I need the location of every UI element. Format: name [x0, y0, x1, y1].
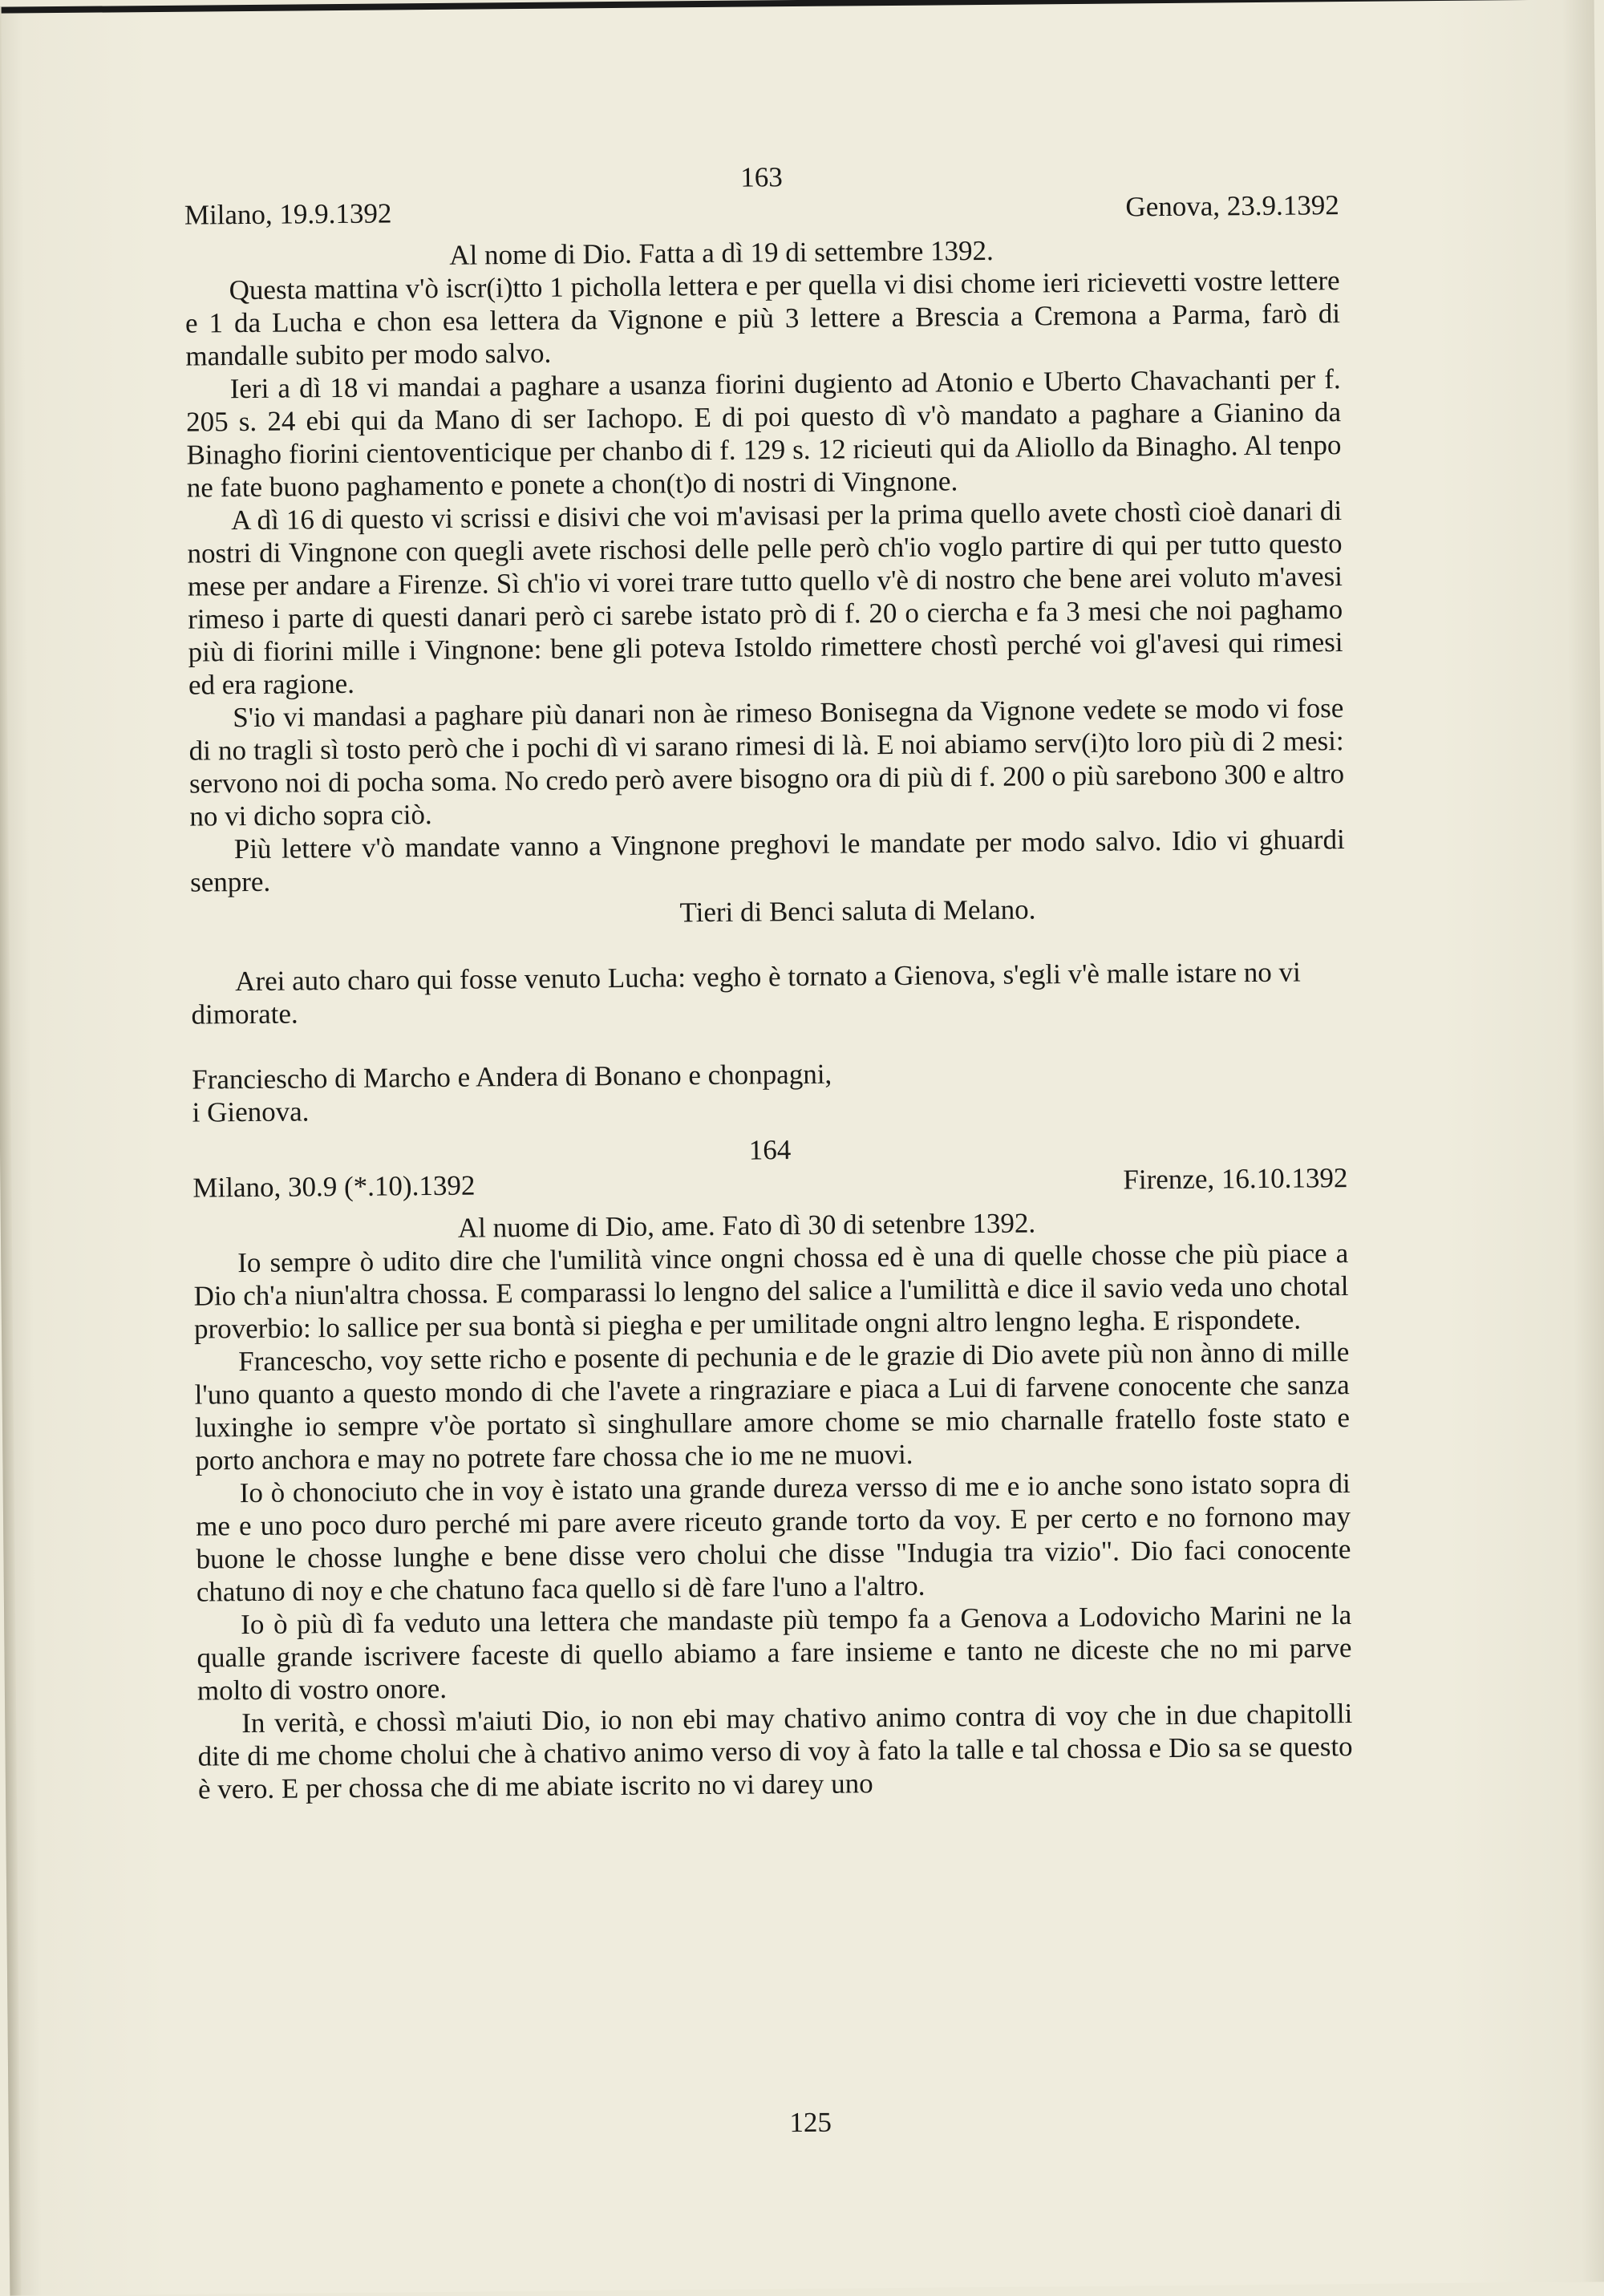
letter-address: [192, 1053, 1347, 1129]
scan-top-edge: [0, 0, 1594, 14]
letter-number: 164: [748, 1134, 792, 1166]
page-number: 125: [789, 2106, 832, 2139]
paragraph: Questa mattina v'ò iscr(i)tto 1 picholla lettera e per quella vi disi chome ieri ricievetti vostre lettere e 1 da Lucha e chon esa lettera da Vignone e più 3 lettere a Brescia a Cremona a Parma, farò di mandalle subito per modo salvo.: [184, 265, 1341, 372]
paragraph: S'io vi mandasi a paghare più danari non àe rimeso Bonisegna da Vignone vedete se modo vi fose di no tragli sì tosto però che i pochi dì vi sarano rimesi di là. E noi abiamo serv(i)to loro più di 2 mesi: servono noi di pocha soma. No credo però avere bisogno ora di più di f. 200 o più sarebono 300 e altro no vi dicho sopra ciò.: [188, 692, 1345, 832]
letter-origin: Milano, 19.9.1392: [184, 197, 392, 231]
paragraph: Francescho, voy sette richo e posente di pechunia e de le grazie di Dio avete più non ànno di mille l'uno quanto a questo mondo di che l'avete a ringraziare e piaca a Lui di farvene conocente che sanza luxinghe io sempre v'òe portato sì singhullare amore chome se mio charnalle fratello foste stato e porto anchora e may no potrete fare chossa che io me ne muovi.: [194, 1336, 1351, 1476]
letter-163: [184, 156, 1347, 1129]
address-line: i Gienova.: [192, 1095, 310, 1128]
letter-destination: Firenze, 16.10.1392: [1123, 1162, 1348, 1196]
paragraph: Io ò più dì fa veduto una lettera che mandaste più tempo fa a Genova a Lodovicho Marini ne la qualle grande iscrivere faceste di quello abiamo a fare insieme e tanto ne diceste che no mi parve molto di vostro onore.: [196, 1599, 1352, 1707]
paragraph: A dì 16 di questo vi scrissi e disivi che voi m'avisasi per la prima quello avete chostì cioè danari di nostri di Vingnone con quegli avete rischosi delle pelle però ch'io voglo partire di qui per tutto questo mese per andare a Firenze. Sì ch'io vi vorei trare tutto quello v'è di nostro che bene arei voluto m'avesi rimeso i parte di questi danari però ci sarebe istato prò di f. 20 o ciercha e fa 3 mesi che noi paghamo più di fiorini mille i Vingnone: bene gli poteva Istoldo rimettere chostì perché voi gl'avesi qui rimesi ed era ragione.: [187, 495, 1343, 701]
letter-destination: Genova, 23.9.1392: [1125, 189, 1339, 223]
letter-signature: Tieri di Benci saluta di Melano.: [679, 893, 1036, 929]
address-line: Franciescho di Marcho e Andera di Bonano e chonpagni,: [192, 1058, 832, 1095]
page-content: [184, 156, 1353, 1805]
paragraph: In verità, e chossì m'aiuti Dio, io non ebi may chativo animo contra di voy che in due chapitolli dite di me chome cholui che à chativo animo verso di voy à fato la talle e tal chossa e Dio sa se questo è vero. E per chossa che di me abiate iscrito no vi darey uno: [197, 1698, 1353, 1805]
paragraph: Io sempre ò udito dire che l'umilità vince ongni chossa ed è una di quelle chosse che più piace a Dio ch'a niun'altra chossa. E comparassi lo lengno del salice a l'umilittà e dice il savio veda uno chotal proverbio: lo sallice per sua bontà si piegha e per umilitade ongni altro lengno legha. E rispondete.: [193, 1237, 1349, 1345]
letter-postscript: Arei auto charo qui fosse venuto Lucha: vegho è tornato a Gienova, s'egli v'è malle istare no vi dimorate.: [191, 956, 1301, 1031]
letter-number: 163: [740, 161, 783, 193]
page-left-edge: [0, 7, 21, 2296]
paragraph: Ieri a dì 18 vi mandai a paghare a usanza fiorini dugiento ad Atonio e Uberto Chavachanti per f. 205 s. 24 ebi qui da Mano di ser Iachopo. E di poi questo dì v'ò mandato a paghare a Gianino da Binagho fiorini cientoventicique per chanbo di f. 129 s. 12 ricieuti qui da Aliollo da Binagho. Al tenpo ne fate buono paghamento e ponete a chon(t)o di nostri di Vingnone.: [185, 363, 1342, 504]
letter-opening: Al nome di Dio. Fatta a dì 19 di settembre 1392.: [449, 234, 994, 271]
letter-opening: Al nuome di Dio, ame. Fato dì 30 di setenbre 1392.: [457, 1207, 1036, 1244]
paragraph: Io ò chonociuto che in voy è istato una grande dureza versso di me e io anche sono istato sopra di me e uno poco duro perché mi pare avere riceuto grande torto da voy. E per certo e no fornono may buone le chosse lunghe e bene disse vero cholui che disse "Indugia tra vizio". Dio faci conocente chatuno di noy e che chatuno faca quello si dè fare l'uno a l'altro.: [195, 1468, 1351, 1608]
paragraph: Più lettere v'ò mandate vanno a Vingnone preghovi le mandate per modo salvo. Idio vi ghuardi senpre.: [189, 824, 1345, 898]
letter-164: [192, 1128, 1353, 1806]
letter-origin: Milano, 30.9 (*.10).1392: [192, 1169, 476, 1204]
